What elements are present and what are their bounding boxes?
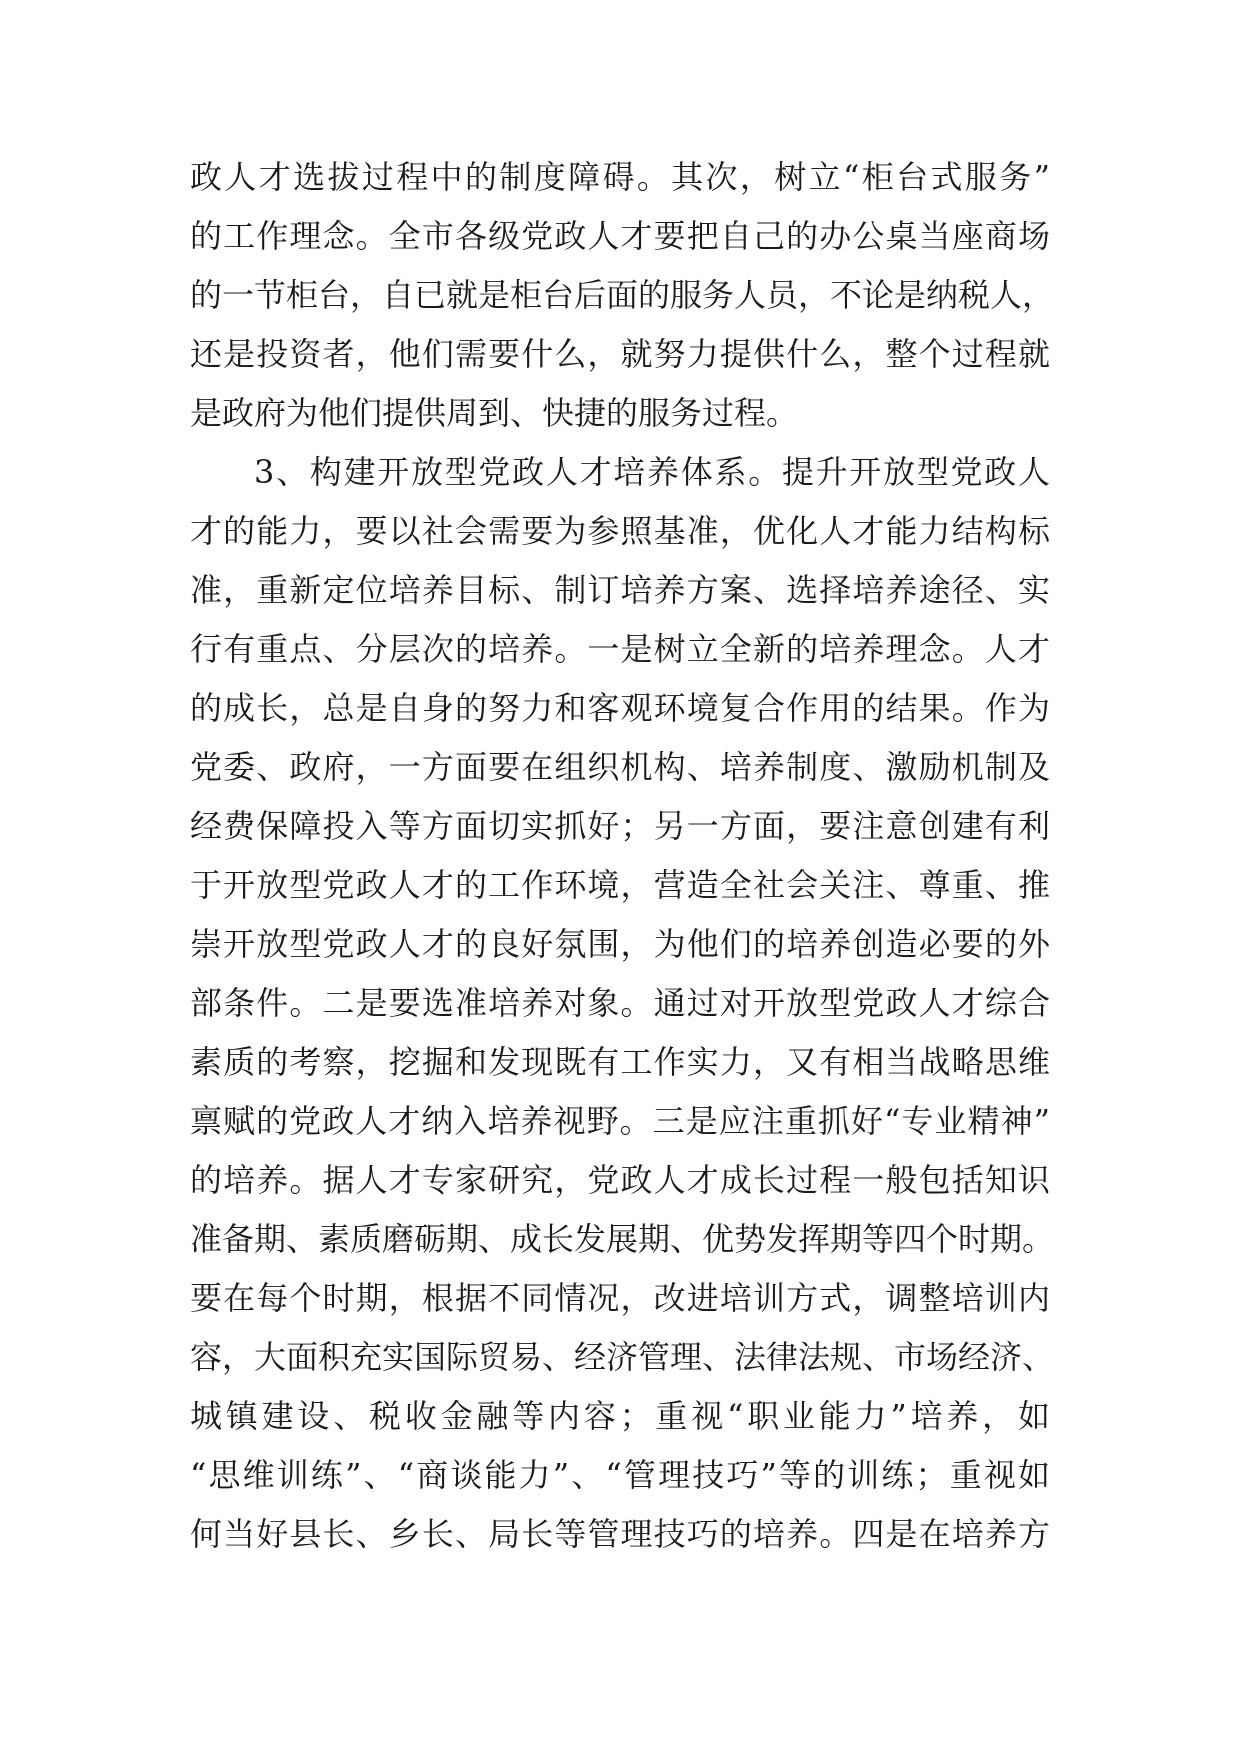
text-line: 素质的考察，挖掘和发现既有工作实力，又有相当战略思维 [190,1043,1050,1081]
text-line: 经费保障投入等方面切实抓好；另一方面，要注意创建有利 [190,807,1050,845]
text-line: 还是投资者，他们需要什么，就努力提供什么，整个过程就 [190,335,1050,373]
body-text [190,148,1055,1564]
text-line: 的培养。据人才专家研究，党政人才成长过程一般包括知识 [190,1161,1050,1199]
text-line: 政人才选拔过程中的制度障碍。其次，树立“柜台式服务” [190,158,1050,196]
text-line: 的成长，总是自身的努力和客观环境复合作用的结果。作为 [190,689,1050,727]
text-line: 的工作理念。全市各级党政人才要把自己的办公桌当座商场 [190,217,1050,255]
text-line: 城镇建设、税收金融等内容；重视“职业能力”培养，如 [190,1397,1050,1435]
text-line: 何当好县长、乡长、局长等管理技巧的培养。四是在培养方 [190,1515,1050,1553]
text-line: 党委、政府，一方面要在组织机构、培养制度、激励机制及 [190,748,1050,786]
text-line: 部条件。二是要选准培养对象。通过对开放型党政人才综合 [190,984,1050,1022]
text-line: 崇开放型党政人才的良好氛围，为他们的培养创造必要的外 [190,925,1050,963]
text-line: 要在每个时期，根据不同情况，改进培训方式，调整培训内 [190,1279,1050,1317]
text-line: 禀赋的党政人才纳入培养视野。三是应注重抓好“专业精神” [190,1102,1050,1140]
section-heading-line: 3、构建开放型党政人才培养体系。提升开放型党政人 [254,453,1050,491]
text-line: 才的能力，要以社会需要为参照基准，优化人才能力结构标 [190,512,1050,550]
text-line: 准备期、素质磨砺期、成长发展期、优势发挥期等四个时期。 [190,1220,1055,1258]
text-line: 行有重点、分层次的培养。一是树立全新的培养理念。人才 [190,630,1050,668]
text-line: “思维训练”、“商谈能力”、“管理技巧”等的训练；重视如 [190,1456,1050,1494]
text-line: 容，大面积充实国际贸易、经济管理、法律法规、市场经济、 [190,1338,1055,1376]
text-line: 于开放型党政人才的工作环境，营造全社会关注、尊重、推 [190,866,1050,904]
text-line: 的一节柜台，自已就是柜台后面的服务人员，不论是纳税人， [190,276,1055,314]
text-line: 准，重新定位培养目标、制订培养方案、选择培养途径、实 [190,571,1050,609]
text-line: 是政府为他们提供周到、快捷的服务过程。 [190,394,799,432]
